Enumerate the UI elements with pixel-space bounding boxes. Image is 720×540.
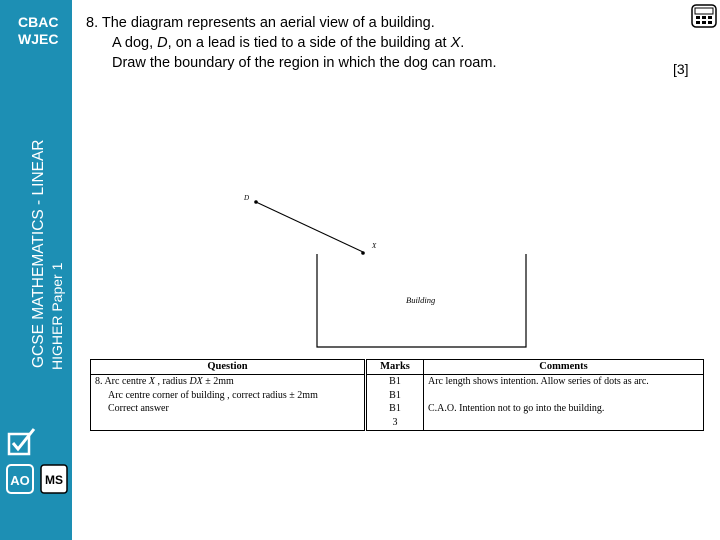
row-question-post: ± 2mm — [202, 375, 234, 387]
question-line-2-mid: , on a lead is tied to a side of the building at — [167, 35, 451, 51]
question-text — [86, 13, 646, 73]
row-marks: B1 — [366, 389, 424, 403]
svg-text:AO: AO — [10, 473, 30, 488]
table-row — [91, 389, 704, 403]
dog-point — [254, 200, 258, 204]
dog-label: D — [244, 194, 250, 202]
row-question — [91, 416, 366, 430]
table-row — [91, 402, 704, 416]
row-question-mid: , radius — [154, 375, 190, 387]
building-label: Building — [406, 295, 436, 305]
row-comment: Arc length shows intention. Allow series of dots as arc. — [428, 375, 649, 387]
row-question — [91, 374, 366, 388]
row-marks: B1 — [366, 374, 424, 388]
question-dog-label: D — [157, 35, 168, 51]
header-marks: Marks — [366, 360, 424, 375]
row-marks: B1 — [366, 402, 424, 416]
row-question — [91, 402, 366, 416]
sidebar — [0, 0, 72, 540]
logo-line-1: CBAC — [18, 14, 59, 30]
table-header-row — [91, 360, 704, 375]
mark-scheme-icon[interactable] — [40, 464, 68, 494]
row-question-pre: 8. Arc centre — [95, 375, 149, 387]
row-question-text: Correct answer — [108, 403, 169, 415]
row-question-dx: DX — [189, 375, 203, 387]
table-row — [91, 374, 704, 388]
row-comment — [424, 389, 704, 403]
marks-label: [3] — [673, 61, 689, 77]
row-marks-total: 3 — [366, 416, 424, 430]
row-question — [91, 389, 366, 403]
table-row — [91, 416, 704, 430]
ao-icon[interactable] — [6, 464, 34, 494]
row-question-x: X — [148, 375, 155, 387]
sidebar-title: GCSE MATHEMATICS - LINEAR — [30, 139, 47, 368]
logo-line-2: WJEC — [18, 31, 59, 47]
question-line-3: Draw the boundary of the region in which the dog can roam. — [112, 55, 497, 71]
calculator-icon[interactable] — [691, 4, 717, 28]
header-comments: Comments — [424, 360, 704, 375]
wjec-logo — [18, 14, 64, 54]
tie-point-label: X — [372, 242, 377, 250]
question-point-label: X — [450, 35, 461, 51]
question-line-2 — [86, 33, 646, 53]
sidebar-subtitle: HIGHER Paper 1 — [49, 262, 65, 370]
row-comment — [424, 416, 704, 430]
dog-lead — [256, 202, 363, 252]
question-line-1: 8. The diagram represents an aerial view of a building. — [86, 15, 435, 31]
question-line-2-prefix: A dog, — [112, 35, 158, 51]
header-question: Question — [91, 360, 366, 375]
tie-point — [361, 251, 365, 255]
check-icon[interactable] — [6, 426, 38, 458]
question-line-2-suffix: . — [460, 35, 465, 51]
svg-text:MS: MS — [45, 473, 63, 487]
building-diagram — [230, 180, 540, 355]
mark-scheme-table — [90, 359, 704, 431]
row-comment: C.A.O. Intention not to go into the building. — [428, 403, 605, 415]
row-question-text: Arc centre corner of building , correct radius ± 2mm — [108, 389, 318, 401]
